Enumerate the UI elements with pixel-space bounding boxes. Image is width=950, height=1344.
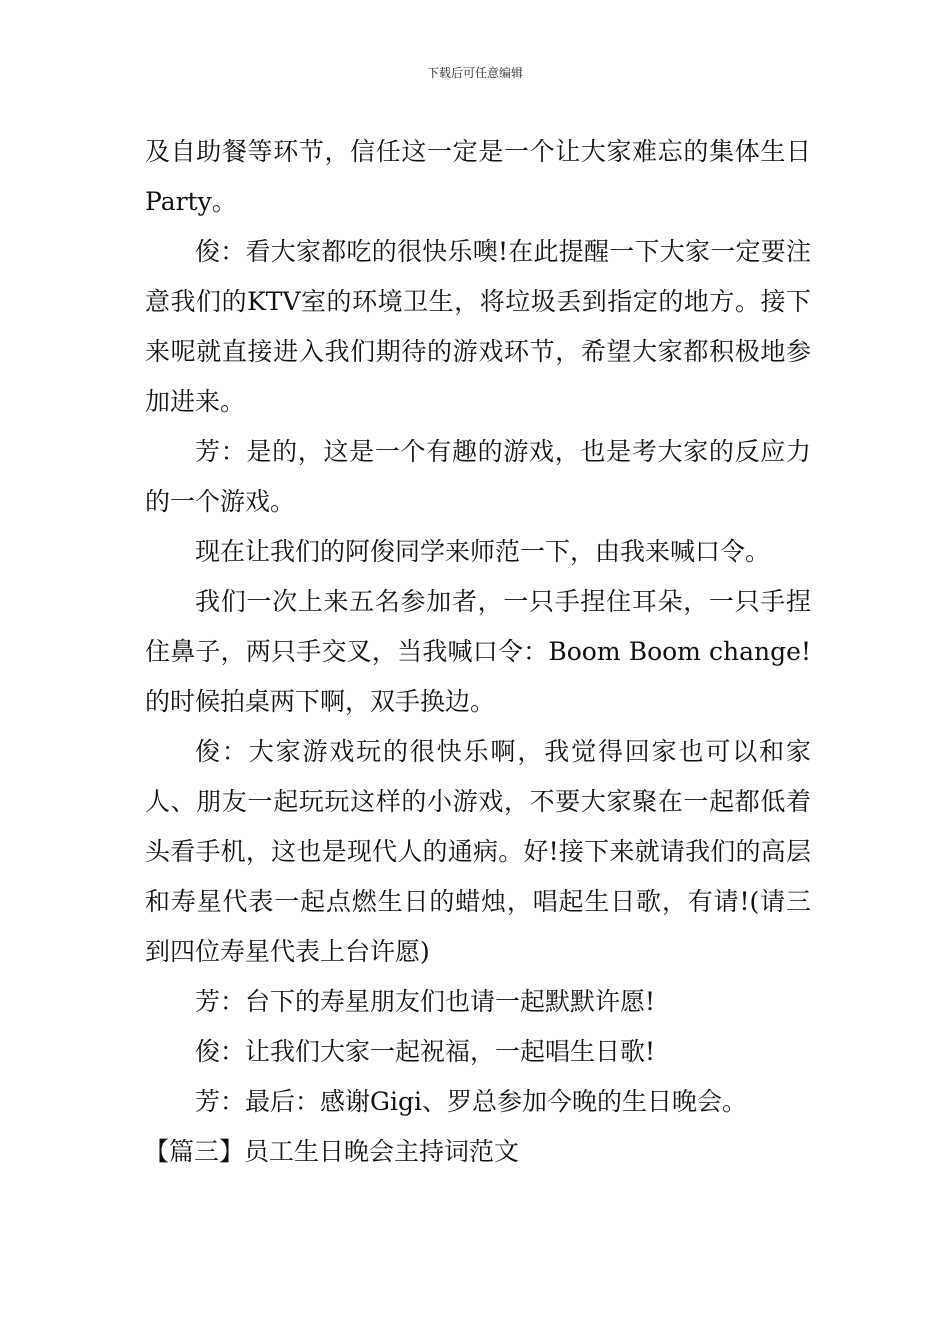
paragraph-3: 芳：是的，这是一个有趣的游戏，也是考大家的反应力的一个游戏。 <box>145 437 811 516</box>
document-body <box>145 127 811 1177</box>
paragraph-9: 芳：最后：感谢Gigi、罗总参加今晚的生日晚会。 <box>195 1087 747 1116</box>
paragraph-4: 现在让我们的阿俊同学来师范一下，由我来喊口令。 <box>195 537 771 566</box>
page-header-note: 下载后可任意编辑 <box>426 66 523 80</box>
paragraph-5: 我们一次上来五名参加者，一只手捏住耳朵，一只手捏住鼻子，两只手交叉，当我喊口令：Boom Boom change!的时候拍桌两下啊，双手换边。 <box>145 587 811 716</box>
section-heading: 【篇三】员工生日晚会主持词范文 <box>144 1137 520 1166</box>
paragraph-2: 俊：看大家都吃的很快乐噢!在此提醒一下大家一定要注意我们的KTV室的环境卫生，将垃圾丢到指定的地方。接下来呢就直接进入我们期待的游戏环节，希望大家都积极地参加进来。 <box>145 237 811 416</box>
paragraph-7: 芳：台下的寿星朋友们也请一起默默许愿! <box>195 987 656 1016</box>
paragraph-6: 俊：大家游戏玩的很快乐啊，我觉得回家也可以和家人、朋友一起玩玩这样的小游戏，不要大家聚在一起都低着头看手机，这也是现代人的通病。好!接下来就请我们的高层和寿星代表一起点燃生日的蜡烛，唱起生日歌，有请!(请三到四位寿星代表上台许愿) <box>145 737 811 966</box>
paragraph-8: 俊：让我们大家一起祝福，一起唱生日歌! <box>195 1037 656 1066</box>
paragraph-1: 及自助餐等环节，信任这一定是一个让大家难忘的集体生日Party。 <box>145 137 811 216</box>
